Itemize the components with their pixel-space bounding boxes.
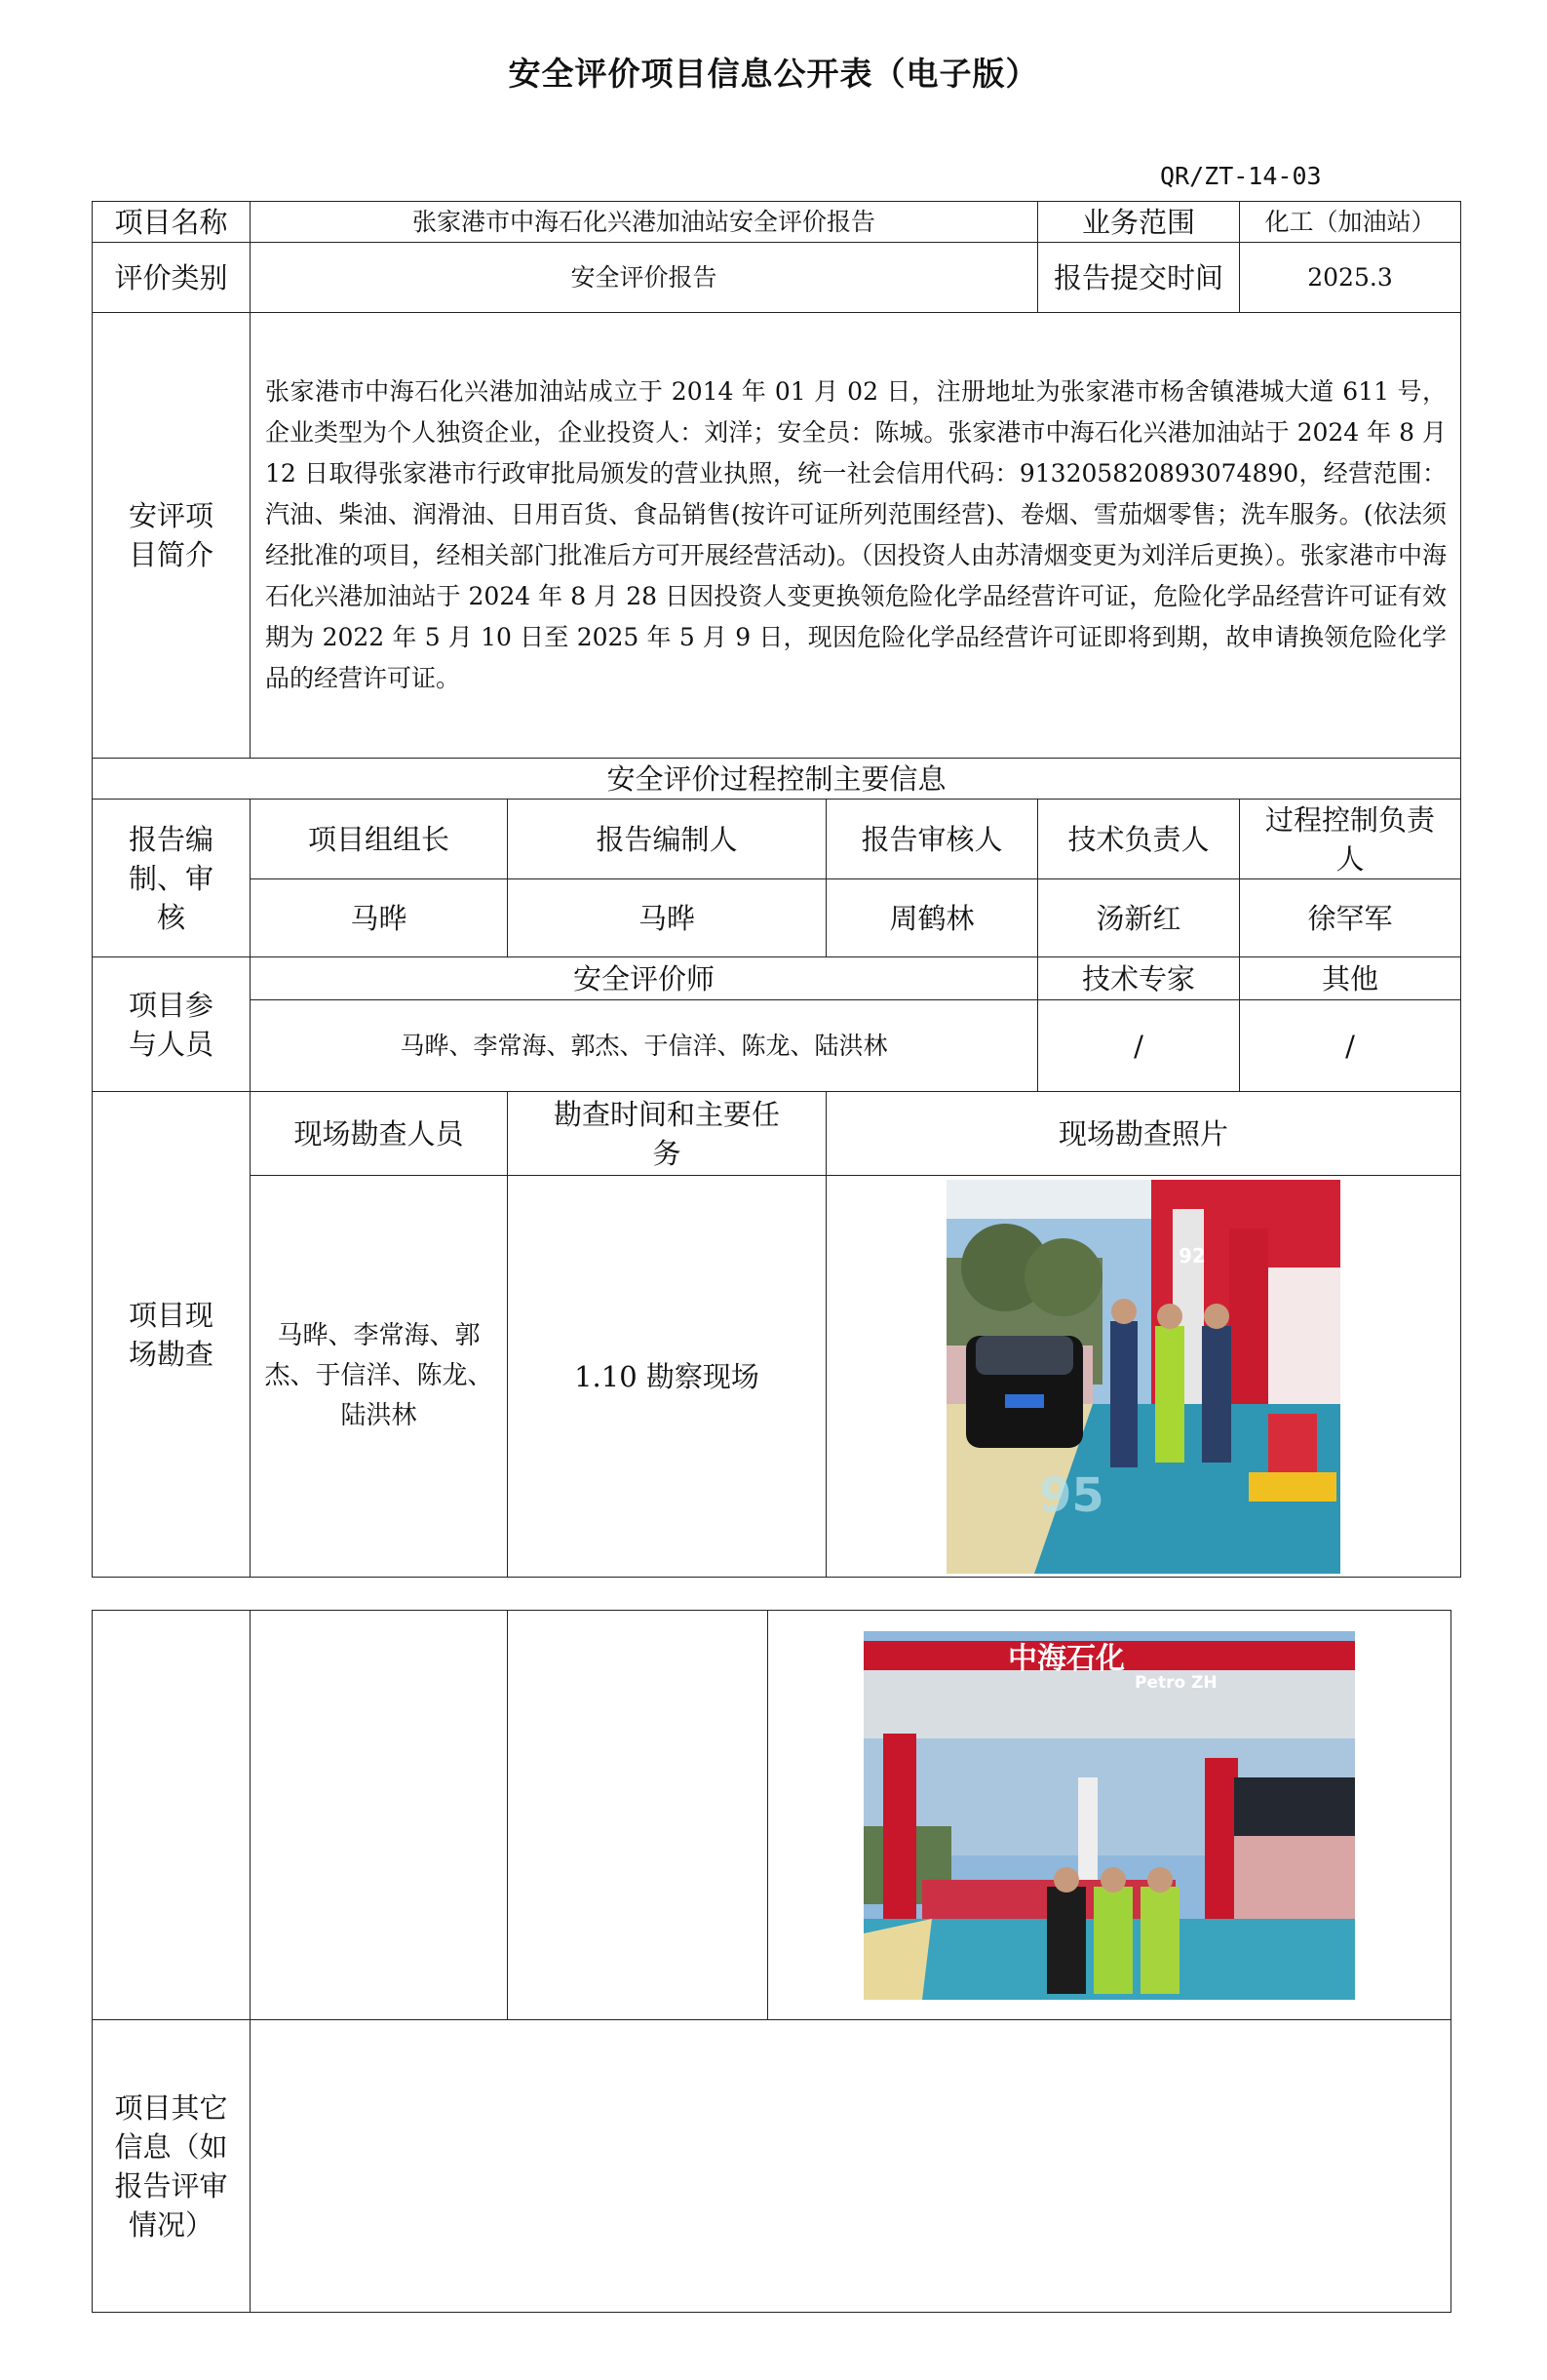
- team-leader-value: 马晔: [251, 879, 508, 957]
- photo-continuation-table: [92, 1610, 1451, 2313]
- other-info-value: [251, 2020, 1451, 2313]
- svg-text:92: 92: [1179, 1243, 1206, 1268]
- label-participants: 项目参与人员: [93, 957, 251, 1092]
- survey-photo-2: [864, 1631, 1355, 2000]
- header-team-leader: 项目组组长: [251, 800, 508, 879]
- survey-photo-cell-2: [768, 1611, 1451, 2020]
- compiler-value: 马晔: [508, 879, 827, 957]
- info-table: [92, 201, 1461, 1578]
- label-report-compile: 报告编制、审核: [93, 800, 251, 957]
- business-scope-value: 化工（加油站）: [1240, 202, 1461, 243]
- label-project-name: 项目名称: [93, 202, 251, 243]
- header-reviewer: 报告审核人: [827, 800, 1038, 879]
- header-safety-assessor: 安全评价师: [251, 957, 1038, 1000]
- other-value: /: [1240, 1000, 1461, 1092]
- svg-text:95: 95: [1039, 1467, 1104, 1523]
- blank-label-cell: [93, 1611, 251, 2020]
- header-tech-lead: 技术负责人: [1038, 800, 1240, 879]
- header-compiler: 报告编制人: [508, 800, 827, 879]
- tech-lead-value: 汤新红: [1038, 879, 1240, 957]
- label-site-survey: 项目现场勘查: [93, 1092, 251, 1578]
- header-survey-staff: 现场勘查人员: [251, 1092, 508, 1176]
- header-survey-task: 勘查时间和主要任务: [508, 1092, 827, 1176]
- label-business-scope: 业务范围: [1038, 202, 1240, 243]
- eval-type-value: 安全评价报告: [251, 243, 1038, 313]
- tech-expert-value: /: [1038, 1000, 1240, 1092]
- process-section-header: 安全评价过程控制主要信息: [93, 759, 1461, 800]
- header-survey-photo: 现场勘查照片: [827, 1092, 1461, 1176]
- submit-time-value: 2025.3: [1240, 243, 1461, 313]
- blank-staff-cell: [251, 1611, 508, 2020]
- reviewer-value: 周鹤林: [827, 879, 1038, 957]
- brand-en-text: Petro ZH: [1135, 1672, 1218, 1693]
- project-intro: 张家港市中海石化兴港加油站成立于 2014 年 01 月 02 日，注册地址为张家港市杨舍镇港城大道 611 号，企业类型为个人独资企业，企业投资人：刘洋；安全员：陈城。张家港市中海石化兴港加油站于 2024 年 8 月 12 日取得张家港市行政审批局颁发的营业执照，统一社会信用代码：913205820893074890，经营范围：汽油、柴油、润滑油、日用百货、食品销售(按许可证所列范围经营)、卷烟、雪茄烟零售；洗车服务。(依法须经批准的项目，经相关部门批准后方可开展经营活动)。（因投资人由苏清烟变更为刘洋后更换）。张家港市中海石化兴港加油站于 2024 年 8 月 28 日因投资人变更换领危险化学品经营许可证，危险化学品经营许可证有效期为 2022 年 5 月 10 日至 2025 年 5 月 9 日，现因危险化学品经营许可证即将到期，故申请换领危险化学品的经营许可证。: [251, 313, 1461, 759]
- assessor-names: 马晔、李常海、郭杰、于信洋、陈龙、陆洪林: [251, 1000, 1038, 1092]
- label-eval-type: 评价类别: [93, 243, 251, 313]
- header-process-lead: 过程控制负责人: [1240, 800, 1461, 879]
- header-other: 其他: [1240, 957, 1461, 1000]
- process-lead-value: 徐罕军: [1240, 879, 1461, 957]
- label-intro: 安评项目简介: [93, 313, 251, 759]
- brand-cn-text: 中海石化: [1008, 1641, 1125, 1676]
- survey-photo-cell: [827, 1176, 1461, 1578]
- blank-task-cell: [508, 1611, 768, 2020]
- label-submit-time: 报告提交时间: [1038, 243, 1240, 313]
- header-tech-expert: 技术专家: [1038, 957, 1240, 1000]
- label-other-info: 项目其它信息（如报告评审情况）: [93, 2020, 251, 2313]
- survey-photo-1: [947, 1180, 1340, 1574]
- survey-staff-value: 马晔、李常海、郭杰、于信洋、陈龙、陆洪林: [251, 1176, 508, 1578]
- survey-task-value: 1.10 勘察现场: [508, 1176, 827, 1578]
- document-title: 安全评价项目信息公开表（电子版）: [508, 55, 1039, 93]
- project-name-value: 张家港市中海石化兴港加油站安全评价报告: [251, 202, 1038, 243]
- document-number: QR/ZT-14-03: [1160, 162, 1322, 190]
